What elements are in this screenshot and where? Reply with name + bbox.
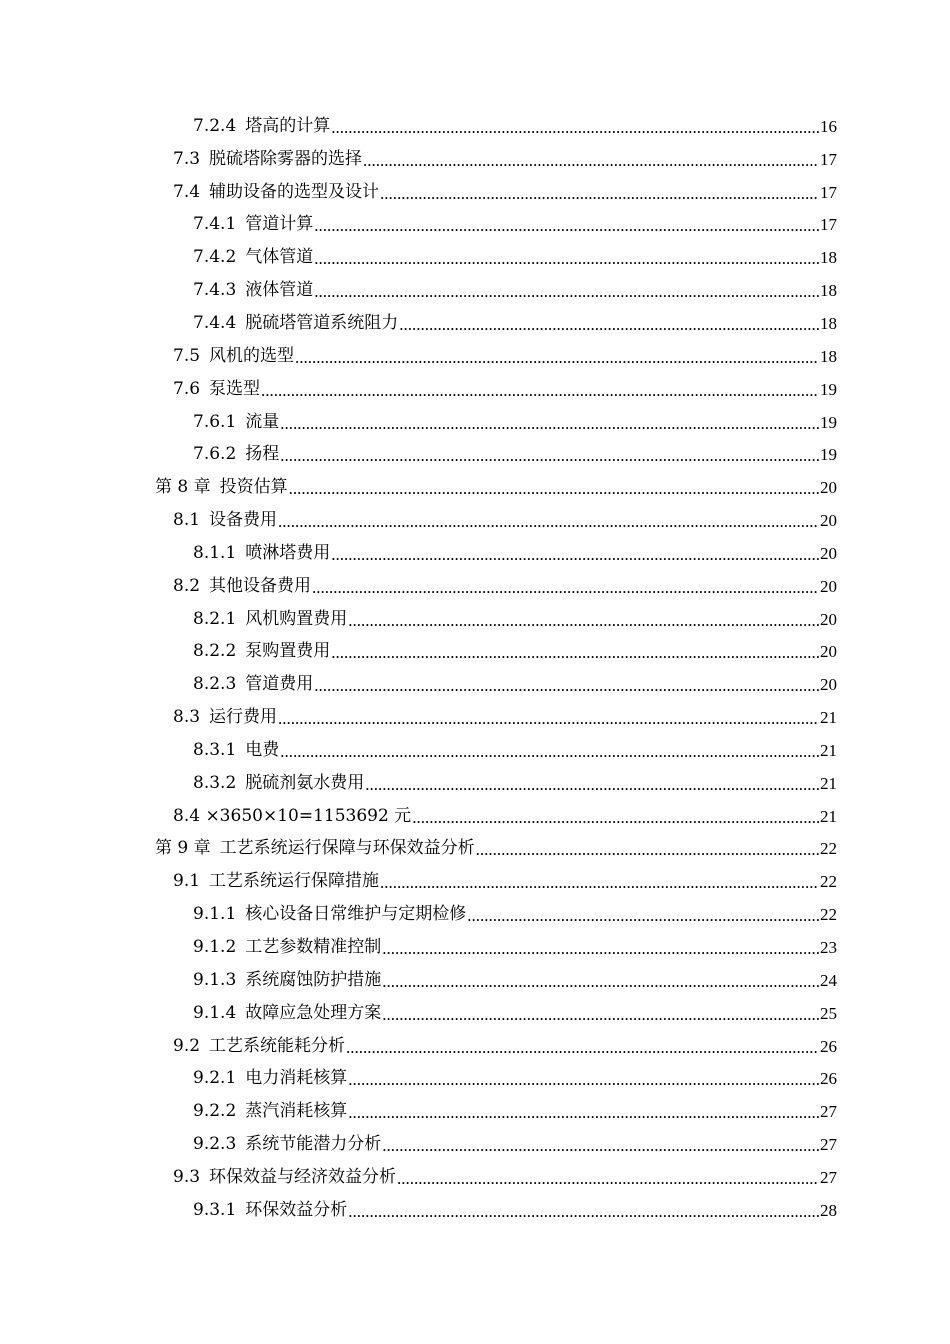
toc-entry-number: 9.1.2 [193, 937, 237, 958]
toc-entry[interactable] [0, 176, 950, 209]
toc-entry-number: 8.2.2 [193, 641, 237, 662]
toc-entry-number: 7.6 [173, 378, 201, 399]
toc-entry-title: 流量 [245, 411, 280, 432]
toc-entry-title: 脱硫剂氨水费用 [245, 772, 365, 793]
toc-entry-page-number: 25 [820, 1003, 837, 1023]
toc-dot-leader [397, 1170, 819, 1187]
toc-entry-number: 7.5 [173, 345, 201, 366]
toc-entry-number: 第 8 章 [155, 477, 211, 498]
toc-entry-title: 环保效益分析 [245, 1199, 348, 1220]
toc-dot-leader [363, 152, 819, 169]
toc-entry-page-number: 21 [820, 740, 837, 760]
toc-entry-page-number: 22 [820, 872, 837, 892]
toc-entry[interactable] [0, 438, 950, 471]
toc-entry[interactable] [0, 373, 950, 406]
toc-entry[interactable] [0, 1062, 950, 1095]
toc-dot-leader [280, 743, 819, 760]
toc-dot-leader [331, 546, 819, 563]
toc-dot-leader [382, 1006, 819, 1023]
toc-entry-title: 管道费用 [245, 674, 314, 695]
toc-entry-page-number: 27 [820, 1102, 837, 1122]
toc-entry[interactable] [0, 865, 950, 898]
toc-dot-leader [348, 1104, 819, 1121]
toc-entry-number: 8.1.1 [193, 542, 237, 563]
toc-dot-leader [261, 382, 819, 399]
toc-entry[interactable] [0, 274, 950, 307]
toc-dot-leader [348, 1071, 819, 1088]
toc-entry[interactable] [0, 307, 950, 340]
toc-entry[interactable] [0, 1194, 950, 1227]
table-of-contents [0, 110, 950, 1227]
toc-entry-title: 脱硫塔管道系统阻力 [245, 312, 399, 333]
toc-entry-page-number: 18 [820, 346, 837, 366]
toc-entry[interactable] [0, 701, 950, 734]
toc-entry-number: 9.2 [173, 1035, 201, 1056]
toc-entry-number: 9.1.1 [193, 904, 237, 925]
toc-entry-number: 7.4.4 [193, 312, 237, 333]
toc-dot-leader [280, 415, 819, 432]
toc-entry-page-number: 27 [820, 1135, 837, 1155]
toc-entry-page-number: 22 [820, 839, 837, 859]
toc-entry-number: 9.1.4 [193, 1002, 237, 1023]
toc-entry-number: 9.3.1 [193, 1199, 237, 1220]
toc-entry-title: 泵选型 [209, 378, 261, 399]
toc-entry-number: 9.2.1 [193, 1068, 237, 1089]
toc-entry-page-number: 18 [820, 313, 837, 333]
toc-entry-title: 8.4 ×3650×10=1153692 元 [173, 805, 412, 826]
toc-entry-title: 工艺系统能耗分析 [209, 1035, 346, 1056]
toc-dot-leader [289, 480, 819, 497]
toc-dot-leader [348, 1203, 819, 1220]
toc-entry[interactable] [0, 964, 950, 997]
toc-entry-title: 脱硫塔除雾器的选择 [209, 148, 363, 169]
toc-dot-leader [382, 1137, 819, 1154]
toc-entry-page-number: 22 [820, 905, 837, 925]
toc-entry[interactable] [0, 800, 950, 833]
toc-dot-leader [382, 940, 819, 957]
toc-entry-page-number: 19 [820, 379, 837, 399]
toc-entry-title: 电力消耗核算 [245, 1068, 348, 1089]
toc-dot-leader [467, 907, 819, 924]
toc-entry-page-number: 20 [820, 511, 837, 531]
toc-entry-page-number: 20 [820, 642, 837, 662]
toc-entry-number: 8.3 [173, 707, 201, 728]
toc-entry-number: 8.2.1 [193, 608, 237, 629]
toc-entry-title: 工艺参数精准控制 [245, 937, 382, 958]
toc-dot-leader [331, 119, 819, 136]
toc-entry-number: 8.1 [173, 510, 201, 531]
toc-entry-title: 蒸汽消耗核算 [245, 1101, 348, 1122]
toc-entry-title: 风机购置费用 [245, 608, 348, 629]
toc-entry-page-number: 21 [820, 773, 837, 793]
toc-entry-page-number: 16 [820, 116, 837, 136]
toc-entry-number: 第 9 章 [155, 838, 211, 859]
toc-entry[interactable] [0, 1128, 950, 1161]
toc-dot-leader [380, 185, 819, 202]
toc-entry-title: 辅助设备的选型及设计 [209, 181, 380, 202]
toc-entry-page-number: 26 [820, 1069, 837, 1089]
toc-entry-number: 7.6.2 [193, 444, 237, 465]
toc-entry[interactable] [0, 1030, 950, 1063]
toc-entry[interactable] [0, 209, 950, 242]
toc-entry-page-number: 17 [820, 182, 837, 202]
toc-dot-leader [314, 283, 819, 300]
toc-entry[interactable] [0, 1161, 950, 1194]
toc-entry[interactable] [0, 504, 950, 537]
toc-dot-leader [278, 710, 819, 727]
toc-entry-number: 9.1 [173, 871, 201, 892]
toc-entry-number: 8.3.2 [193, 772, 237, 793]
toc-entry[interactable] [0, 636, 950, 669]
toc-entry-page-number: 17 [820, 149, 837, 169]
toc-entry-page-number: 20 [820, 543, 837, 563]
toc-dot-leader [365, 776, 819, 793]
toc-entry-page-number: 19 [820, 445, 837, 465]
toc-entry-title: 投资估算 [219, 477, 288, 498]
toc-entry[interactable] [0, 471, 950, 504]
toc-entry[interactable] [0, 898, 950, 931]
toc-entry-title: 工艺系统运行保障与环保效益分析 [219, 838, 475, 859]
toc-dot-leader [331, 644, 819, 661]
toc-entry-title: 扬程 [245, 444, 280, 465]
toc-entry-number: 7.4 [173, 181, 201, 202]
toc-entry-title: 运行费用 [209, 707, 278, 728]
toc-entry[interactable] [0, 143, 950, 176]
toc-entry-page-number: 21 [820, 806, 837, 826]
toc-entry-number: 7.4.1 [193, 214, 237, 235]
toc-entry-page-number: 28 [820, 1200, 837, 1220]
toc-entry-page-number: 26 [820, 1036, 837, 1056]
toc-entry-page-number: 20 [820, 576, 837, 596]
toc-entry-number: 9.1.3 [193, 969, 237, 990]
toc-entry-title: 系统节能潜力分析 [245, 1134, 382, 1155]
toc-entry-page-number: 21 [820, 708, 837, 728]
toc-entry-title: 其他设备费用 [209, 575, 312, 596]
toc-entry-number: 7.6.1 [193, 411, 237, 432]
toc-entry-number: 7.4.2 [193, 247, 237, 268]
toc-entry-number: 9.2.3 [193, 1134, 237, 1155]
toc-dot-leader [382, 973, 819, 990]
toc-dot-leader [476, 841, 819, 858]
toc-entry[interactable] [0, 570, 950, 603]
toc-dot-leader [314, 677, 819, 694]
toc-entry-page-number: 19 [820, 412, 837, 432]
toc-dot-leader [314, 217, 819, 234]
toc-entry[interactable] [0, 931, 950, 964]
toc-entry-title: 环保效益与经济效益分析 [209, 1166, 397, 1187]
toc-entry-page-number: 17 [820, 215, 837, 235]
toc-dot-leader [278, 513, 819, 530]
toc-entry[interactable] [0, 241, 950, 274]
toc-entry-number: 8.2.3 [193, 674, 237, 695]
toc-dot-leader [412, 809, 819, 826]
toc-entry-title: 工艺系统运行保障措施 [209, 871, 380, 892]
toc-entry-title: 液体管道 [245, 280, 314, 301]
toc-entry-title: 电费 [245, 739, 280, 760]
toc-dot-leader [295, 349, 819, 366]
toc-dot-leader [312, 579, 819, 596]
toc-entry-page-number: 20 [820, 609, 837, 629]
toc-entry-page-number: 20 [820, 478, 837, 498]
toc-entry-number: 7.2.4 [193, 115, 237, 136]
toc-entry[interactable] [0, 833, 950, 866]
toc-entry-number: 7.4.3 [193, 280, 237, 301]
toc-dot-leader [399, 316, 819, 333]
toc-dot-leader [348, 612, 819, 629]
toc-entry[interactable] [0, 668, 950, 701]
toc-dot-leader [314, 250, 819, 267]
toc-entry-title: 喷淋塔费用 [245, 542, 331, 563]
toc-entry[interactable] [0, 537, 950, 570]
toc-entry[interactable] [0, 110, 950, 143]
toc-entry-number: 8.2 [173, 575, 201, 596]
toc-entry-title: 设备费用 [209, 510, 278, 531]
toc-entry[interactable] [0, 1095, 950, 1128]
toc-entry[interactable] [0, 603, 950, 636]
toc-entry-title: 塔高的计算 [245, 115, 331, 136]
toc-entry[interactable] [0, 997, 950, 1030]
toc-entry[interactable] [0, 340, 950, 373]
toc-entry[interactable] [0, 406, 950, 439]
toc-entry-title: 系统腐蚀防护措施 [245, 969, 382, 990]
toc-entry-page-number: 23 [820, 938, 837, 958]
toc-entry-title: 故障应急处理方案 [245, 1002, 382, 1023]
toc-entry-number: 7.3 [173, 148, 201, 169]
toc-entry-title: 泵购置费用 [245, 641, 331, 662]
toc-dot-leader [346, 1039, 819, 1056]
toc-entry-page-number: 18 [820, 248, 837, 268]
toc-entry-number: 9.2.2 [193, 1101, 237, 1122]
toc-entry-number: 9.3 [173, 1166, 201, 1187]
toc-entry[interactable] [0, 734, 950, 767]
toc-dot-leader [380, 874, 819, 891]
toc-entry-title: 核心设备日常维护与定期检修 [245, 904, 467, 925]
toc-entry[interactable] [0, 767, 950, 800]
toc-entry-number: 8.3.1 [193, 739, 237, 760]
toc-dot-leader [280, 447, 819, 464]
toc-entry-page-number: 24 [820, 970, 837, 990]
toc-entry-page-number: 27 [820, 1167, 837, 1187]
toc-entry-title: 管道计算 [245, 214, 314, 235]
toc-entry-title: 气体管道 [245, 247, 314, 268]
toc-entry-title: 风机的选型 [209, 345, 295, 366]
toc-entry-page-number: 20 [820, 675, 837, 695]
toc-entry-page-number: 18 [820, 281, 837, 301]
